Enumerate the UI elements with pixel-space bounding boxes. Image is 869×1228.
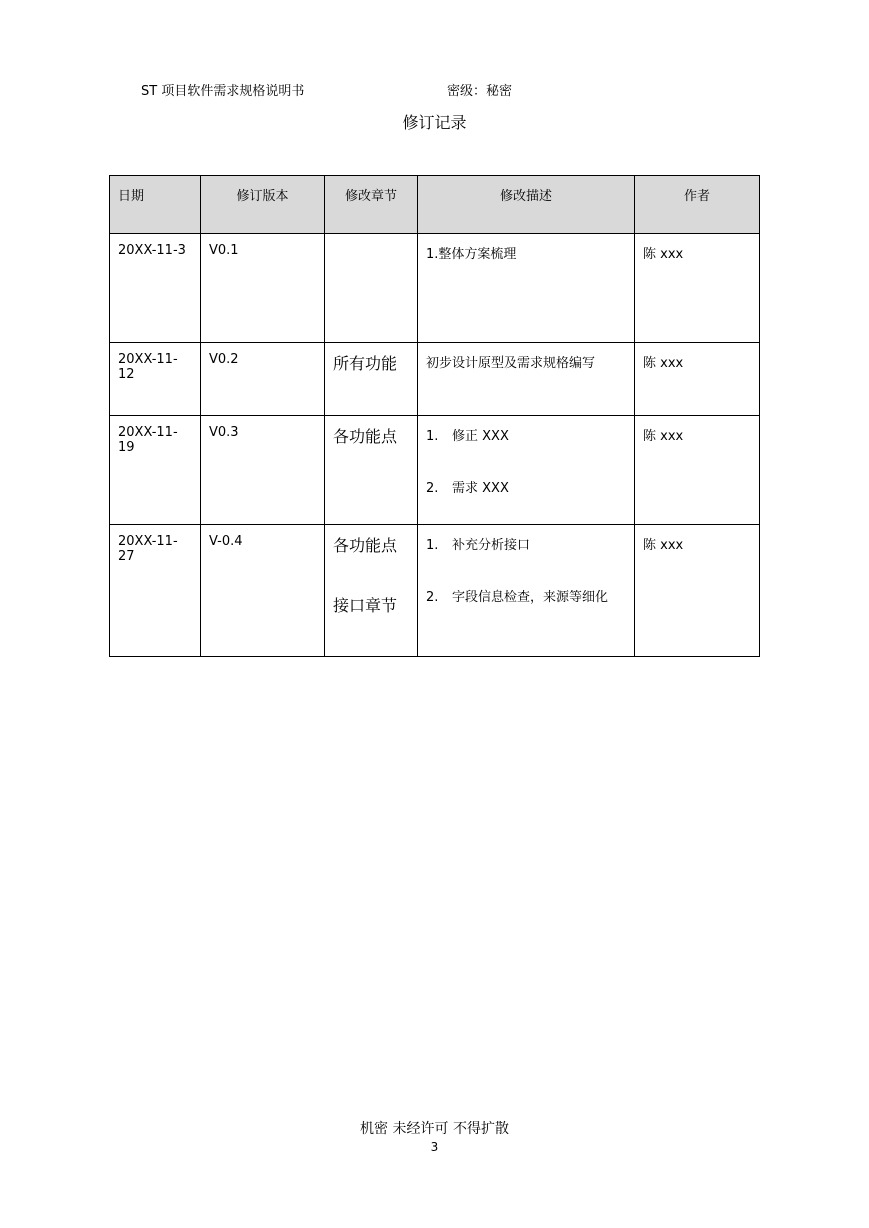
page-title: 修订记录 (402, 113, 467, 132)
list-number: 2. (426, 481, 439, 496)
cell-date: 20XX-11-12 (110, 343, 201, 416)
cell-author: 陈 xxx (635, 343, 760, 416)
column-header-author: 作者 (635, 176, 760, 234)
cell-version: V0.2 (201, 343, 325, 416)
cell-author: 陈 xxx (635, 416, 760, 525)
list-text: 修正 XXX (452, 429, 509, 444)
list-item (426, 586, 626, 605)
cell-description: 1.整体方案梳理 (418, 234, 635, 343)
cell-author: 陈 xxx (635, 525, 760, 657)
cell-chapter (325, 343, 418, 416)
cell-description: 初步设计原型及需求规格编写 (418, 343, 635, 416)
table-row (110, 343, 760, 416)
list-item (426, 425, 626, 444)
cell-author: 陈 xxx (635, 234, 760, 343)
cell-chapter (325, 525, 418, 657)
security-level: 密级：秘密 (447, 84, 513, 99)
chapter-text: 接口章节 (333, 596, 398, 615)
list-item (426, 534, 626, 553)
list-number: 1. (426, 538, 439, 553)
list-text: 字段信息检查，来源等细化 (452, 590, 609, 605)
list-number: 2. (426, 590, 439, 605)
table-header-row (110, 176, 760, 234)
cell-version: V0.3 (201, 416, 325, 525)
cell-date: 20XX-11-3 (110, 234, 201, 343)
confidentiality-notice: 机密 未经许可 不得扩散 (360, 1121, 509, 1137)
chapter-text: 所有功能 (333, 354, 398, 373)
column-header-version: 修订版本 (201, 176, 325, 234)
page-number: 3 (430, 1140, 439, 1154)
cell-date: 20XX-11-27 (110, 525, 201, 657)
cell-description (418, 525, 635, 657)
chapter-text: 各功能点 (333, 427, 398, 446)
list-text: 需求 XXX (452, 481, 509, 496)
cell-chapter (325, 234, 418, 343)
cell-description (418, 416, 635, 525)
cell-version: V0.1 (201, 234, 325, 343)
revision-table (109, 175, 760, 657)
list-text: 补充分析接口 (452, 538, 531, 553)
cell-chapter (325, 416, 418, 525)
column-header-chapter: 修改章节 (325, 176, 418, 234)
list-item (426, 477, 626, 496)
cell-version: V-0.4 (201, 525, 325, 657)
column-header-date: 日期 (110, 176, 201, 234)
doc-header-title: ST 项目软件需求规格说明书 (141, 84, 305, 99)
column-header-description: 修改描述 (418, 176, 635, 234)
table-row (110, 525, 760, 657)
table-row (110, 416, 760, 525)
cell-date: 20XX-11-19 (110, 416, 201, 525)
list-number: 1. (426, 429, 439, 444)
table-row (110, 234, 760, 343)
chapter-text: 各功能点 (333, 536, 398, 555)
